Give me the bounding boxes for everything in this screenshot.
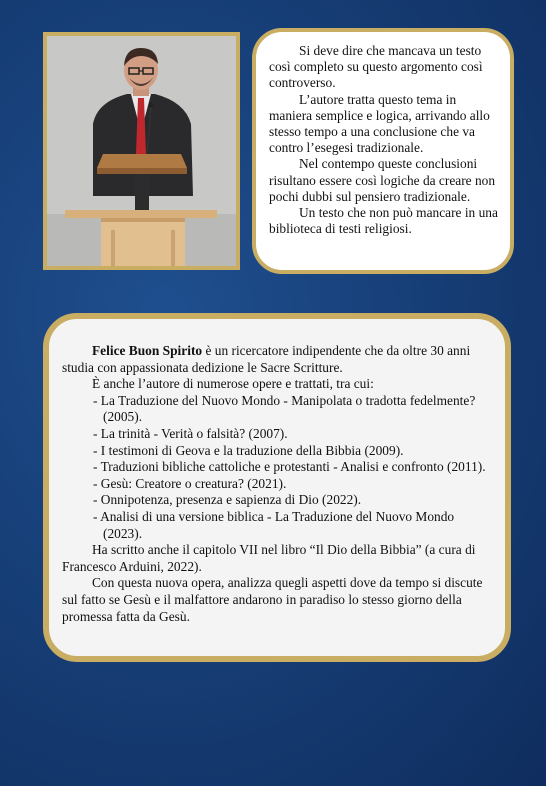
works-list-item: - Gesù: Creatore o creatura? (2021). [93, 475, 287, 491]
description-paragraph: L’autore tratta questo tema in maniera semplice e logica, arrivando allo stesso tempo a una conclusione che va contro l’esegesi tradizionale. [269, 91, 490, 156]
description-paragraph: Nel contempo queste conclusioni risultano essere così logiche da creare non pochi dubbi sul pensiero tradizionale. [269, 156, 496, 204]
works-list-item: - La trinità - Verità o falsità? (2007). [93, 425, 288, 441]
works-list-item: - Onnipotenza, presenza e sapienza di Dio (2022). [93, 492, 362, 508]
description-paragraph: Si deve dire che mancava un testo così completo su questo argomento così controverso. [269, 43, 483, 91]
bio-intro-text: è un ricercatore indipendente che da oltre 30 anni studia con appassionata dedizione le Sacre Scritture. [62, 343, 471, 375]
works-list-item: - Traduzioni bibliche cattoliche e protestanti - Analisi e confronto (2011). [93, 459, 486, 475]
author-photo [47, 36, 236, 266]
works-list-item: - I testimoni di Geova e la traduzione della Bibbia (2009). [93, 442, 404, 458]
closing-paragraph: Con questa nuova opera, analizza quegli aspetti dove da tempo si discute sul fatto se Gesù e il malfattore andarono in paradiso lo stesso giorno della promessa fatta da Gesù. [62, 575, 483, 624]
author-bio-box [43, 313, 511, 662]
works-intro: È anche l’autore di numerose opere e trattati, tra cui: [92, 376, 374, 392]
author-name: Felice Buon Spirito [92, 343, 203, 358]
works-list [62, 393, 491, 542]
works-list-item: - La Traduzione del Nuovo Mondo - Manipolata o tradotta fedelmente? (2005). [93, 392, 476, 425]
works-list-item: - Analisi di una versione biblica - La Traduzione del Nuovo Mondo (2023). [93, 508, 455, 541]
speaker-at-lectern-illustration [47, 36, 236, 266]
description-box [252, 28, 514, 274]
author-photo-frame [43, 32, 240, 270]
chapter-note: Ha scritto anche il capitolo VII nel libro “Il Dio della Bibbia” (a cura di Francesco Arduini, 2022). [62, 542, 476, 574]
bio-intro [62, 343, 491, 376]
description-paragraph: Un testo che non può mancare in una biblioteca di testi religiosi. [269, 205, 498, 237]
